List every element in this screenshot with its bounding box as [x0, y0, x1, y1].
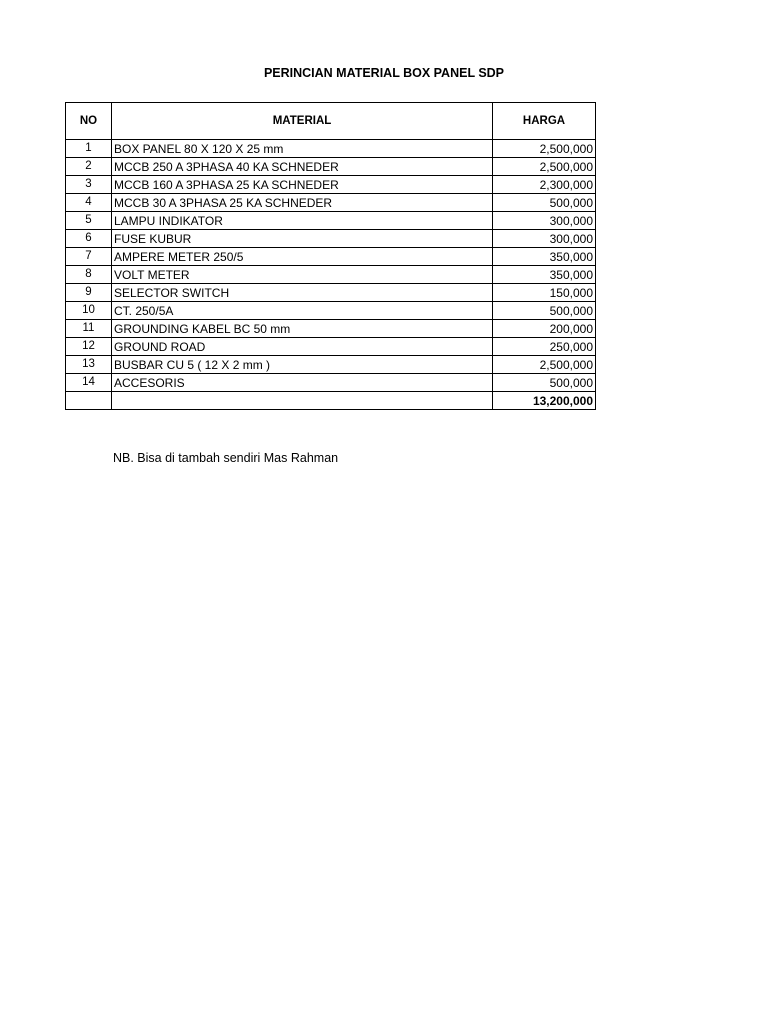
- row-price: 500,000: [493, 302, 596, 320]
- table-row: [66, 176, 596, 194]
- row-price: 2,500,000: [493, 356, 596, 374]
- table-row: [66, 302, 596, 320]
- table-row: [66, 320, 596, 338]
- total-row: [66, 392, 596, 410]
- row-no: 4: [66, 194, 112, 212]
- row-no: 1: [66, 140, 112, 158]
- page-title: PERINCIAN MATERIAL BOX PANEL SDP: [263, 66, 505, 80]
- row-no: 14: [66, 374, 112, 392]
- total-material-cell: [112, 392, 493, 410]
- row-no: 6: [66, 230, 112, 248]
- table-row: [66, 140, 596, 158]
- row-material: FUSE KUBUR: [112, 230, 493, 248]
- row-no: 8: [66, 266, 112, 284]
- row-no: 7: [66, 248, 112, 266]
- row-no: 5: [66, 212, 112, 230]
- row-no: 13: [66, 356, 112, 374]
- footnote: NB. Bisa di tambah sendiri Mas Rahman: [113, 451, 339, 465]
- header-no: NO: [66, 103, 112, 140]
- row-no: 11: [66, 320, 112, 338]
- table-body: [66, 140, 596, 410]
- row-material: GROUND ROAD: [112, 338, 493, 356]
- row-material: MCCB 30 A 3PHASA 25 KA SCHNEDER: [112, 194, 493, 212]
- row-price: 250,000: [493, 338, 596, 356]
- row-price: 350,000: [493, 266, 596, 284]
- row-material: BUSBAR CU 5 ( 12 X 2 mm ): [112, 356, 493, 374]
- row-material: CT. 250/5A: [112, 302, 493, 320]
- total-price: 13,200,000: [493, 392, 596, 410]
- row-price: 150,000: [493, 284, 596, 302]
- row-material: BOX PANEL 80 X 120 X 25 mm: [112, 140, 493, 158]
- table-row: [66, 356, 596, 374]
- header-material: MATERIAL: [112, 103, 493, 140]
- material-table: [65, 102, 596, 410]
- row-material: AMPERE METER 250/5: [112, 248, 493, 266]
- row-price: 2,300,000: [493, 176, 596, 194]
- row-material: MCCB 250 A 3PHASA 40 KA SCHNEDER: [112, 158, 493, 176]
- row-material: ACCESORIS: [112, 374, 493, 392]
- table-row: [66, 338, 596, 356]
- table-row: [66, 230, 596, 248]
- header-price: HARGA: [493, 103, 596, 140]
- row-no: 2: [66, 158, 112, 176]
- row-price: 2,500,000: [493, 140, 596, 158]
- total-no-cell: [66, 392, 112, 410]
- table-header-row: [66, 103, 596, 140]
- row-price: 350,000: [493, 248, 596, 266]
- table-row: [66, 194, 596, 212]
- table-row: [66, 158, 596, 176]
- row-price: 300,000: [493, 230, 596, 248]
- table-row: [66, 266, 596, 284]
- table-row: [66, 374, 596, 392]
- row-no: 12: [66, 338, 112, 356]
- row-no: 3: [66, 176, 112, 194]
- table-row: [66, 284, 596, 302]
- row-material: SELECTOR SWITCH: [112, 284, 493, 302]
- row-price: 2,500,000: [493, 158, 596, 176]
- row-material: LAMPU INDIKATOR: [112, 212, 493, 230]
- row-material: VOLT METER: [112, 266, 493, 284]
- row-price: 200,000: [493, 320, 596, 338]
- row-no: 9: [66, 284, 112, 302]
- row-material: GROUNDING KABEL BC 50 mm: [112, 320, 493, 338]
- table-row: [66, 212, 596, 230]
- row-material: MCCB 160 A 3PHASA 25 KA SCHNEDER: [112, 176, 493, 194]
- table-row: [66, 248, 596, 266]
- row-price: 300,000: [493, 212, 596, 230]
- row-price: 500,000: [493, 194, 596, 212]
- row-no: 10: [66, 302, 112, 320]
- row-price: 500,000: [493, 374, 596, 392]
